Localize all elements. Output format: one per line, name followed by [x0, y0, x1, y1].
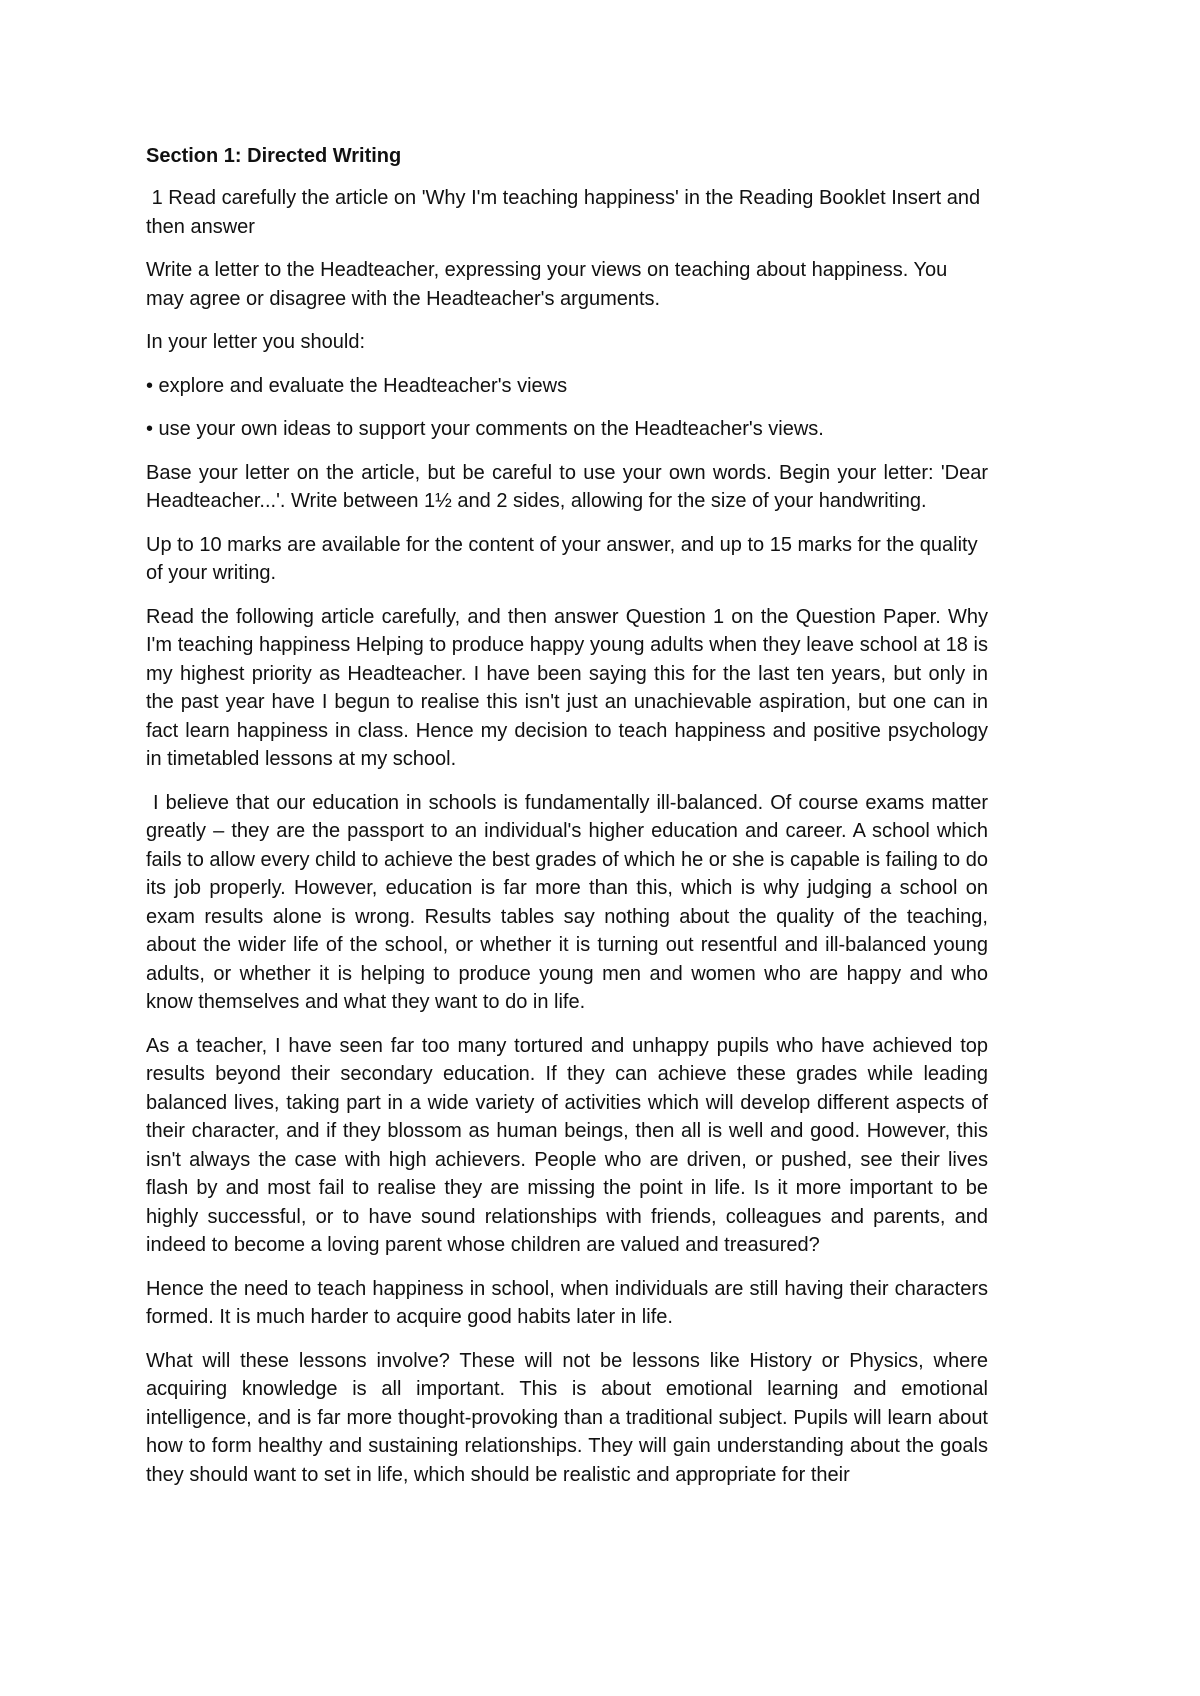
article-paragraph: Read the following article carefully, and then answer Question 1 on the Question Paper. Why I'm teaching happiness Helping to produce happy young adults when they leave school at 18 is my highest priority as Headteacher. I have been saying this for the last ten years, but only in the past year have I begun to realise this isn't just an unachievable aspiration, but one can in fact learn happiness in class. Hence my decision to teach happiness and positive psychology in timetabled lessons at my school. — [146, 605, 988, 770]
section-heading: Section 1: Directed Writing — [146, 145, 402, 167]
letter-base-instruction: Base your letter on the article, but be careful to use your own words. Begin your letter: 'Dear Headteacher...'. Write between 1½ and 2 sides, allowing for the size of your handwriting. — [146, 461, 988, 512]
marks-info: Up to 10 marks are available for the content of your answer, and up to 15 marks for the quality of your writing. — [146, 533, 978, 584]
article-paragraph: As a teacher, I have seen far too many tortured and unhappy pupils who have achieved top results beyond their secondary education. If they can achieve these grades while leading balanced lives, taking part in a wide variety of activities which will develop different aspects of their character, and if they blossom as human beings, then all is well and good. However, this isn't always the case with high achievers. People who are driven, or pushed, see their lives flash by and most fail to realise they are missing the point in life. Is it more important to be highly successful, or to have sound relationships with friends, colleagues and parents, and indeed to become a loving parent whose children are valued and treasured? — [146, 1034, 988, 1256]
letter-guidance-lead: In your letter you should: — [146, 331, 366, 353]
article-paragraph: Hence the need to teach happiness in school, when individuals are still having their characters formed. It is much harder to acquire good habits later in life. — [146, 1277, 988, 1328]
article-paragraph: I believe that our education in schools is fundamentally ill-balanced. Of course exams matter greatly – they are the passport to an individual's higher education and career. A school which fails to allow every child to achieve the best grades of which he or she is capable is failing to do its job properly. However, education is far more than this, which is why judging a school on exam results alone is wrong. Results tables say nothing about the quality of the teaching, about the wider life of the school, or whether it is turning out resentful and ill-balanced young adults, or whether it is helping to produce young men and women who are happy and who know themselves and what they want to do in life. — [146, 791, 994, 1013]
article-paragraph: What will these lessons involve? These will not be lessons like History or Physics, where acquiring knowledge is all important. This is about emotional learning and emotional intelligence, and is far more thought-provoking than a traditional subject. Pupils will learn about how to form healthy and sustaining relationships. They will gain understanding about the goals they should want to set in life, which should be realistic and appropriate for their — [146, 1349, 988, 1486]
task-instruction: Write a letter to the Headteacher, expressing your views on teaching about happiness. You may agree or disagree with the Headteacher's arguments. — [146, 259, 948, 310]
bullet-item: • explore and evaluate the Headteacher's views — [146, 374, 568, 397]
bullet-item: • use your own ideas to support your comments on the Headteacher's views. — [146, 418, 824, 440]
document-body — [146, 142, 994, 1504]
question-intro: 1 Read carefully the article on 'Why I'm teaching happiness' in the Reading Booklet Insert and then answer — [146, 187, 986, 238]
